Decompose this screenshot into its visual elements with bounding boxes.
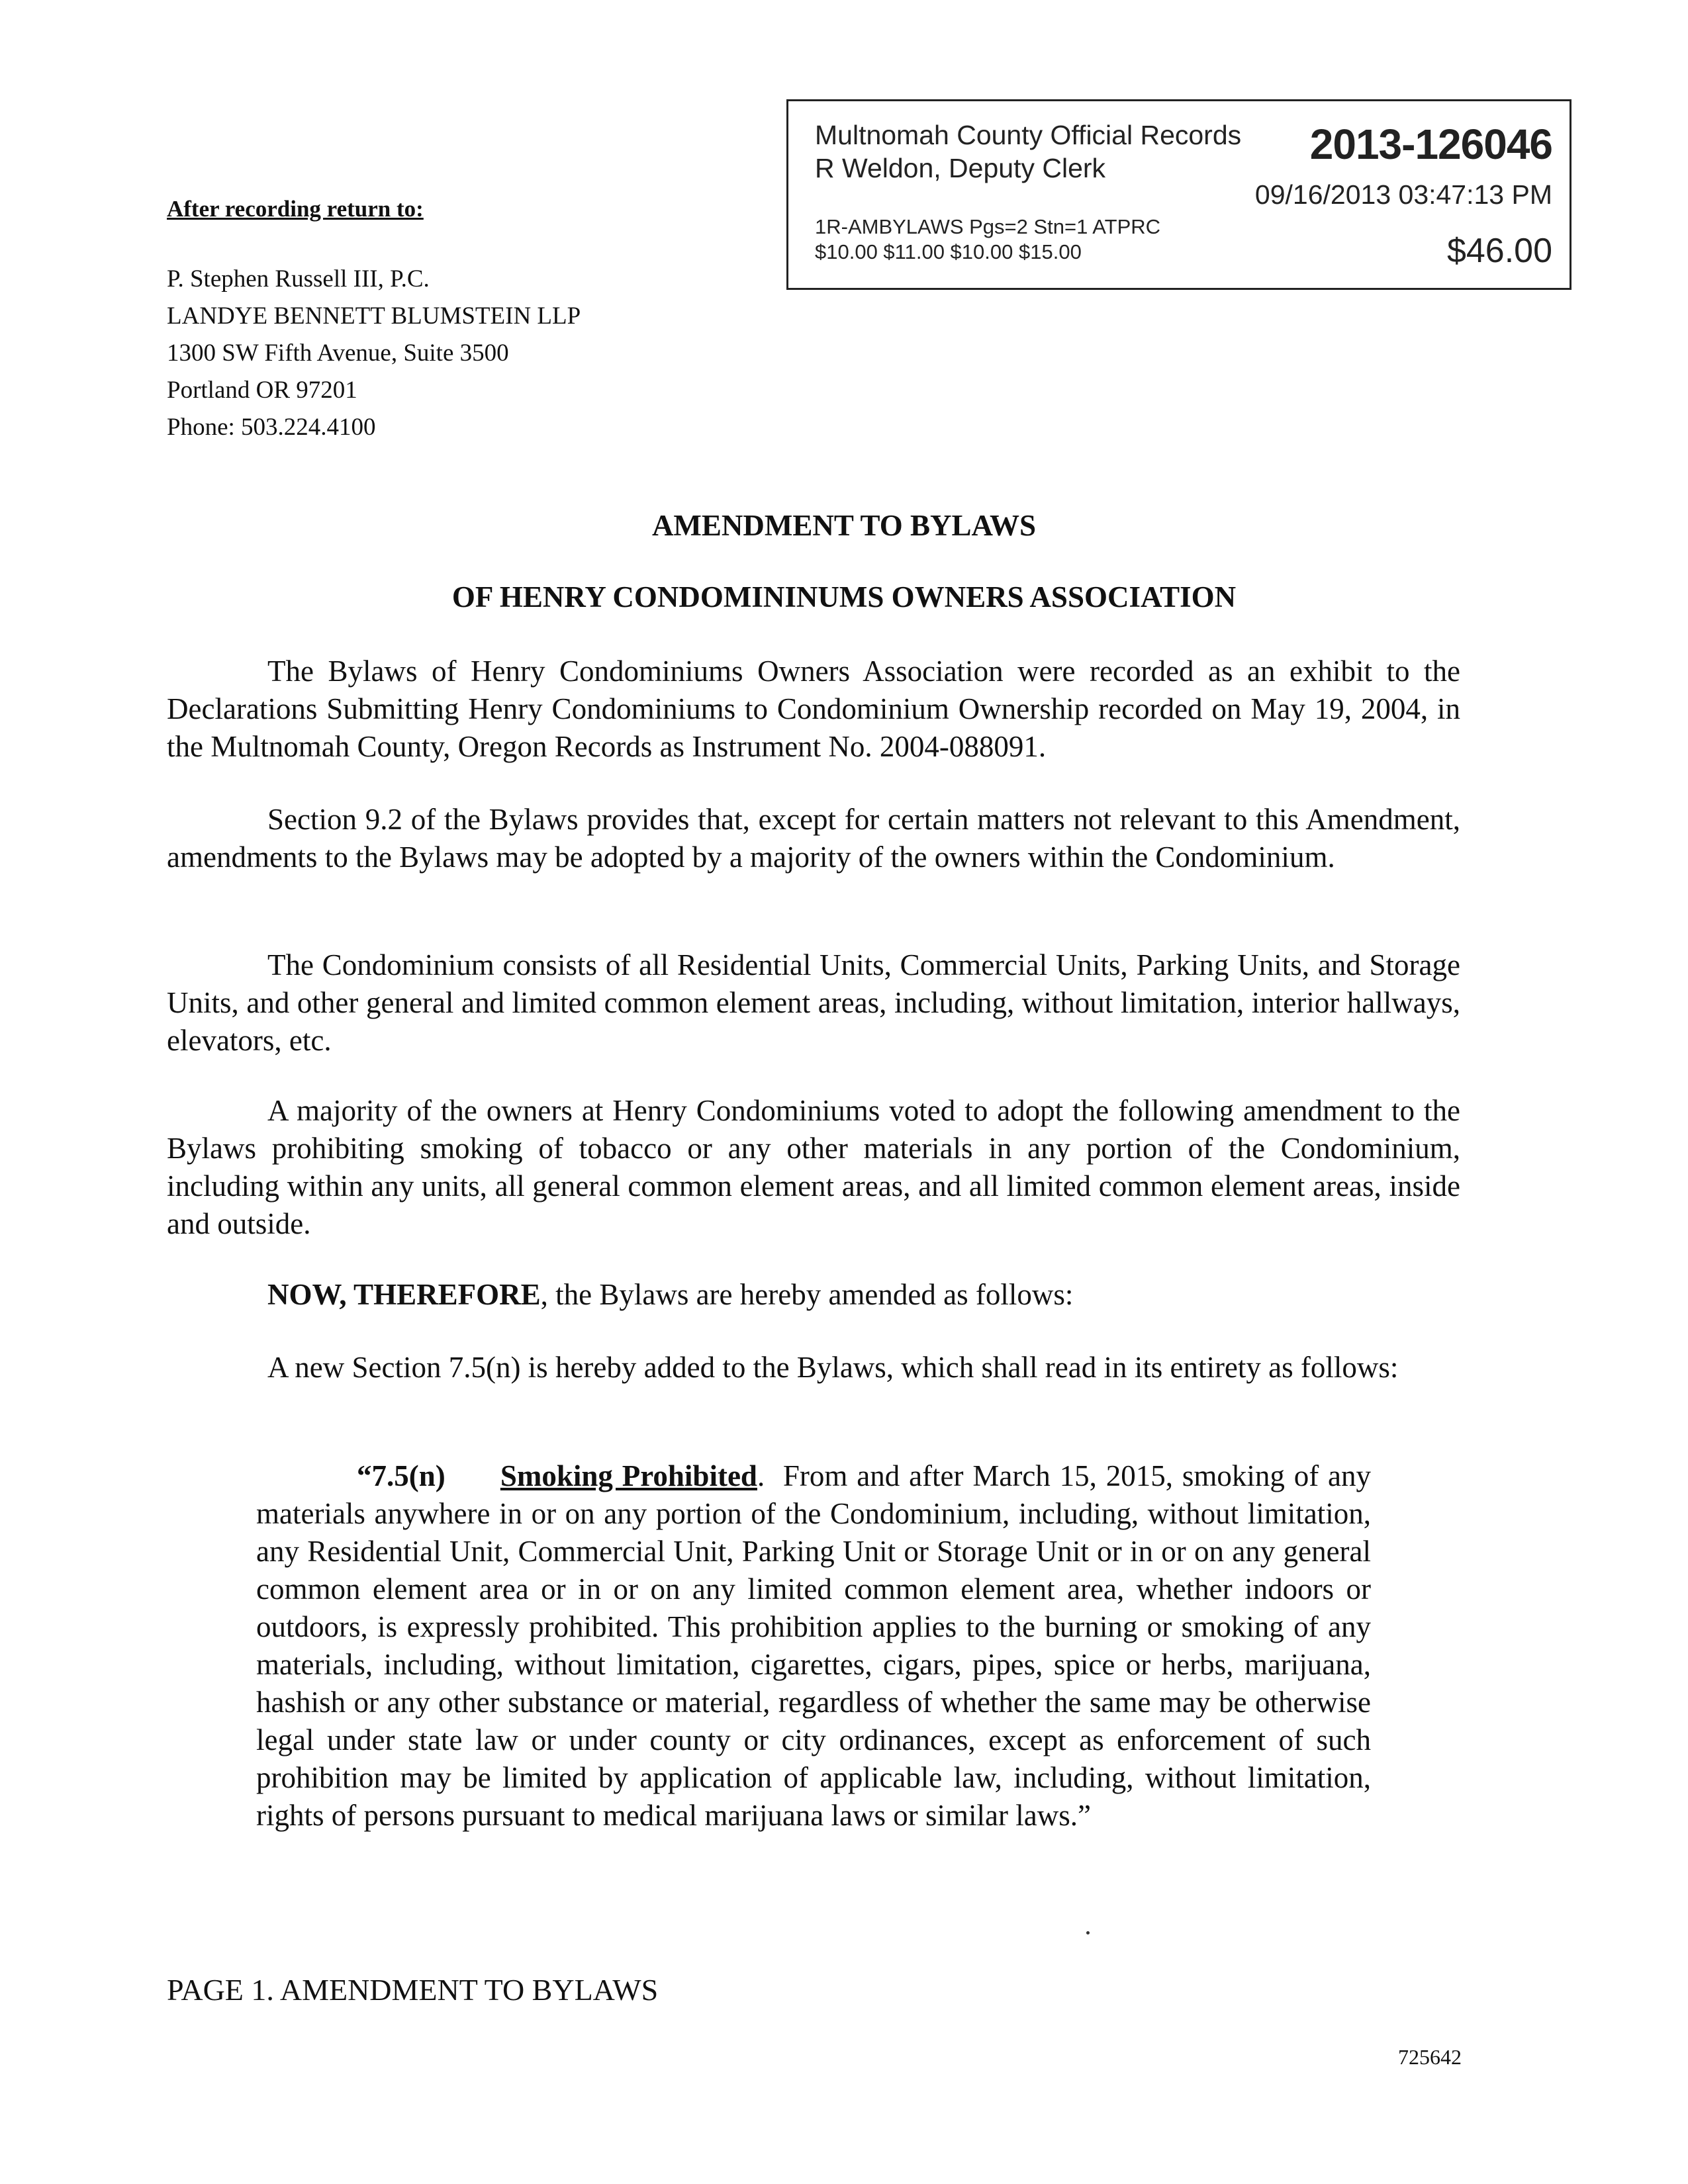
- stamp-fees: $10.00 $11.00 $10.00 $15.00: [815, 240, 1082, 263]
- paragraph-5: [167, 1276, 1460, 1314]
- stamp-office: Multnomah County Official Records: [815, 120, 1242, 150]
- address-line: Phone: 503.224.4100: [167, 414, 376, 441]
- address-line: P. Stephen Russell III, P.C.: [167, 265, 430, 293]
- section-number: “7.5(n): [357, 1459, 445, 1492]
- paragraph-6: A new Section 7.5(n) is hereby added to the Bylaws, which shall read in its entirety as follows:: [267, 1351, 1399, 1384]
- return-address: [167, 261, 581, 446]
- stamp-clerk: R Weldon, Deputy Clerk: [815, 153, 1106, 183]
- stamp-codes: 1R-AMBYLAWS Pgs=2 Stn=1 ATPRC: [815, 215, 1161, 238]
- document-subtitle: OF HENRY CONDOMININUMS OWNERS ASSOCIATION: [451, 580, 1237, 614]
- document-number: 725642: [1398, 2045, 1462, 2069]
- section-heading-period: .: [757, 1459, 765, 1492]
- page-footer: PAGE 1. AMENDMENT TO BYLAWS: [167, 1973, 659, 2007]
- return-heading: After recording return to:: [167, 196, 424, 222]
- stamp-datetime: 09/16/2013 03:47:13 PM: [1254, 179, 1552, 210]
- address-line: 1300 SW Fifth Avenue, Suite 3500: [167, 340, 509, 367]
- now-therefore: NOW, THEREFORE: [267, 1278, 541, 1311]
- document-title: AMENDMENT TO BYLAWS: [651, 509, 1037, 542]
- scan-speck: [1086, 1931, 1090, 1934]
- section-heading: Smoking Prohibited: [500, 1459, 757, 1492]
- amendment-quote: [256, 1457, 1371, 1835]
- paragraph-1: The Bylaws of Henry Condominiums Owners Association were recorded as an exhibit to the Declarations Submitting Henry Condominiums to Condominium Ownership recorded on May 19, 2004, in the Multnomah County, Oregon Records as Instrument No. 2004-088091.: [167, 655, 1460, 763]
- paragraph-3: The Condominium consists of all Residential Units, Commercial Units, Parking Units, and Storage Units, and other general and limited common element areas, including, without limitation, interior hallways, elevators, etc.: [167, 948, 1460, 1057]
- paragraph-4-text: A majority of the owners at Henry Condominiums voted to adopt the following amendment to the Bylaws prohibiting smoking of tobacco or any other materials in any portion of the Condominium, including within any units, all general common element areas, and all limited common element areas, inside and outside.: [167, 1094, 1460, 1240]
- paragraph-2: Section 9.2 of the Bylaws provides that, except for certain matters not relevant to this Amendment, amendments to the Bylaws may be adopted by a majority of the owners within the Condominium.: [167, 803, 1460, 874]
- stamp-record-number: 2013-126046: [1309, 120, 1552, 168]
- paragraph-4: [167, 1092, 1460, 1243]
- stamp-total: $46.00: [1446, 232, 1552, 270]
- address-line: Portland OR 97201: [167, 377, 357, 404]
- section-text: From and after March 15, 2015, smoking of any materials anywhere in or on any portion of the Condominium, including, without limitation, any Residential Unit, Commercial Unit, Parking Unit or Storage Unit or in or on any general common element area or in or on any limited common element area, whether indoors or outdoors, is expressly prohibited. This prohibition applies to the burning or smoking of any materials, including, without limitation, cigarettes, cigars, pipes, spice or herbs, marijuana, hashish or any other substance or material, regardless of whether the same may be otherwise legal under state law or under county or city ordinances, except as enforcement of such prohibition may be limited by application of applicable law, including, without limitation, rights of persons pursuant to medical marijuana laws or similar laws.”: [256, 1459, 1372, 1832]
- recording-stamp: [786, 99, 1571, 290]
- paragraph-5-text: , the Bylaws are hereby amended as follows:: [540, 1278, 1074, 1311]
- address-line: LANDYE BENNETT BLUMSTEIN LLP: [167, 302, 581, 330]
